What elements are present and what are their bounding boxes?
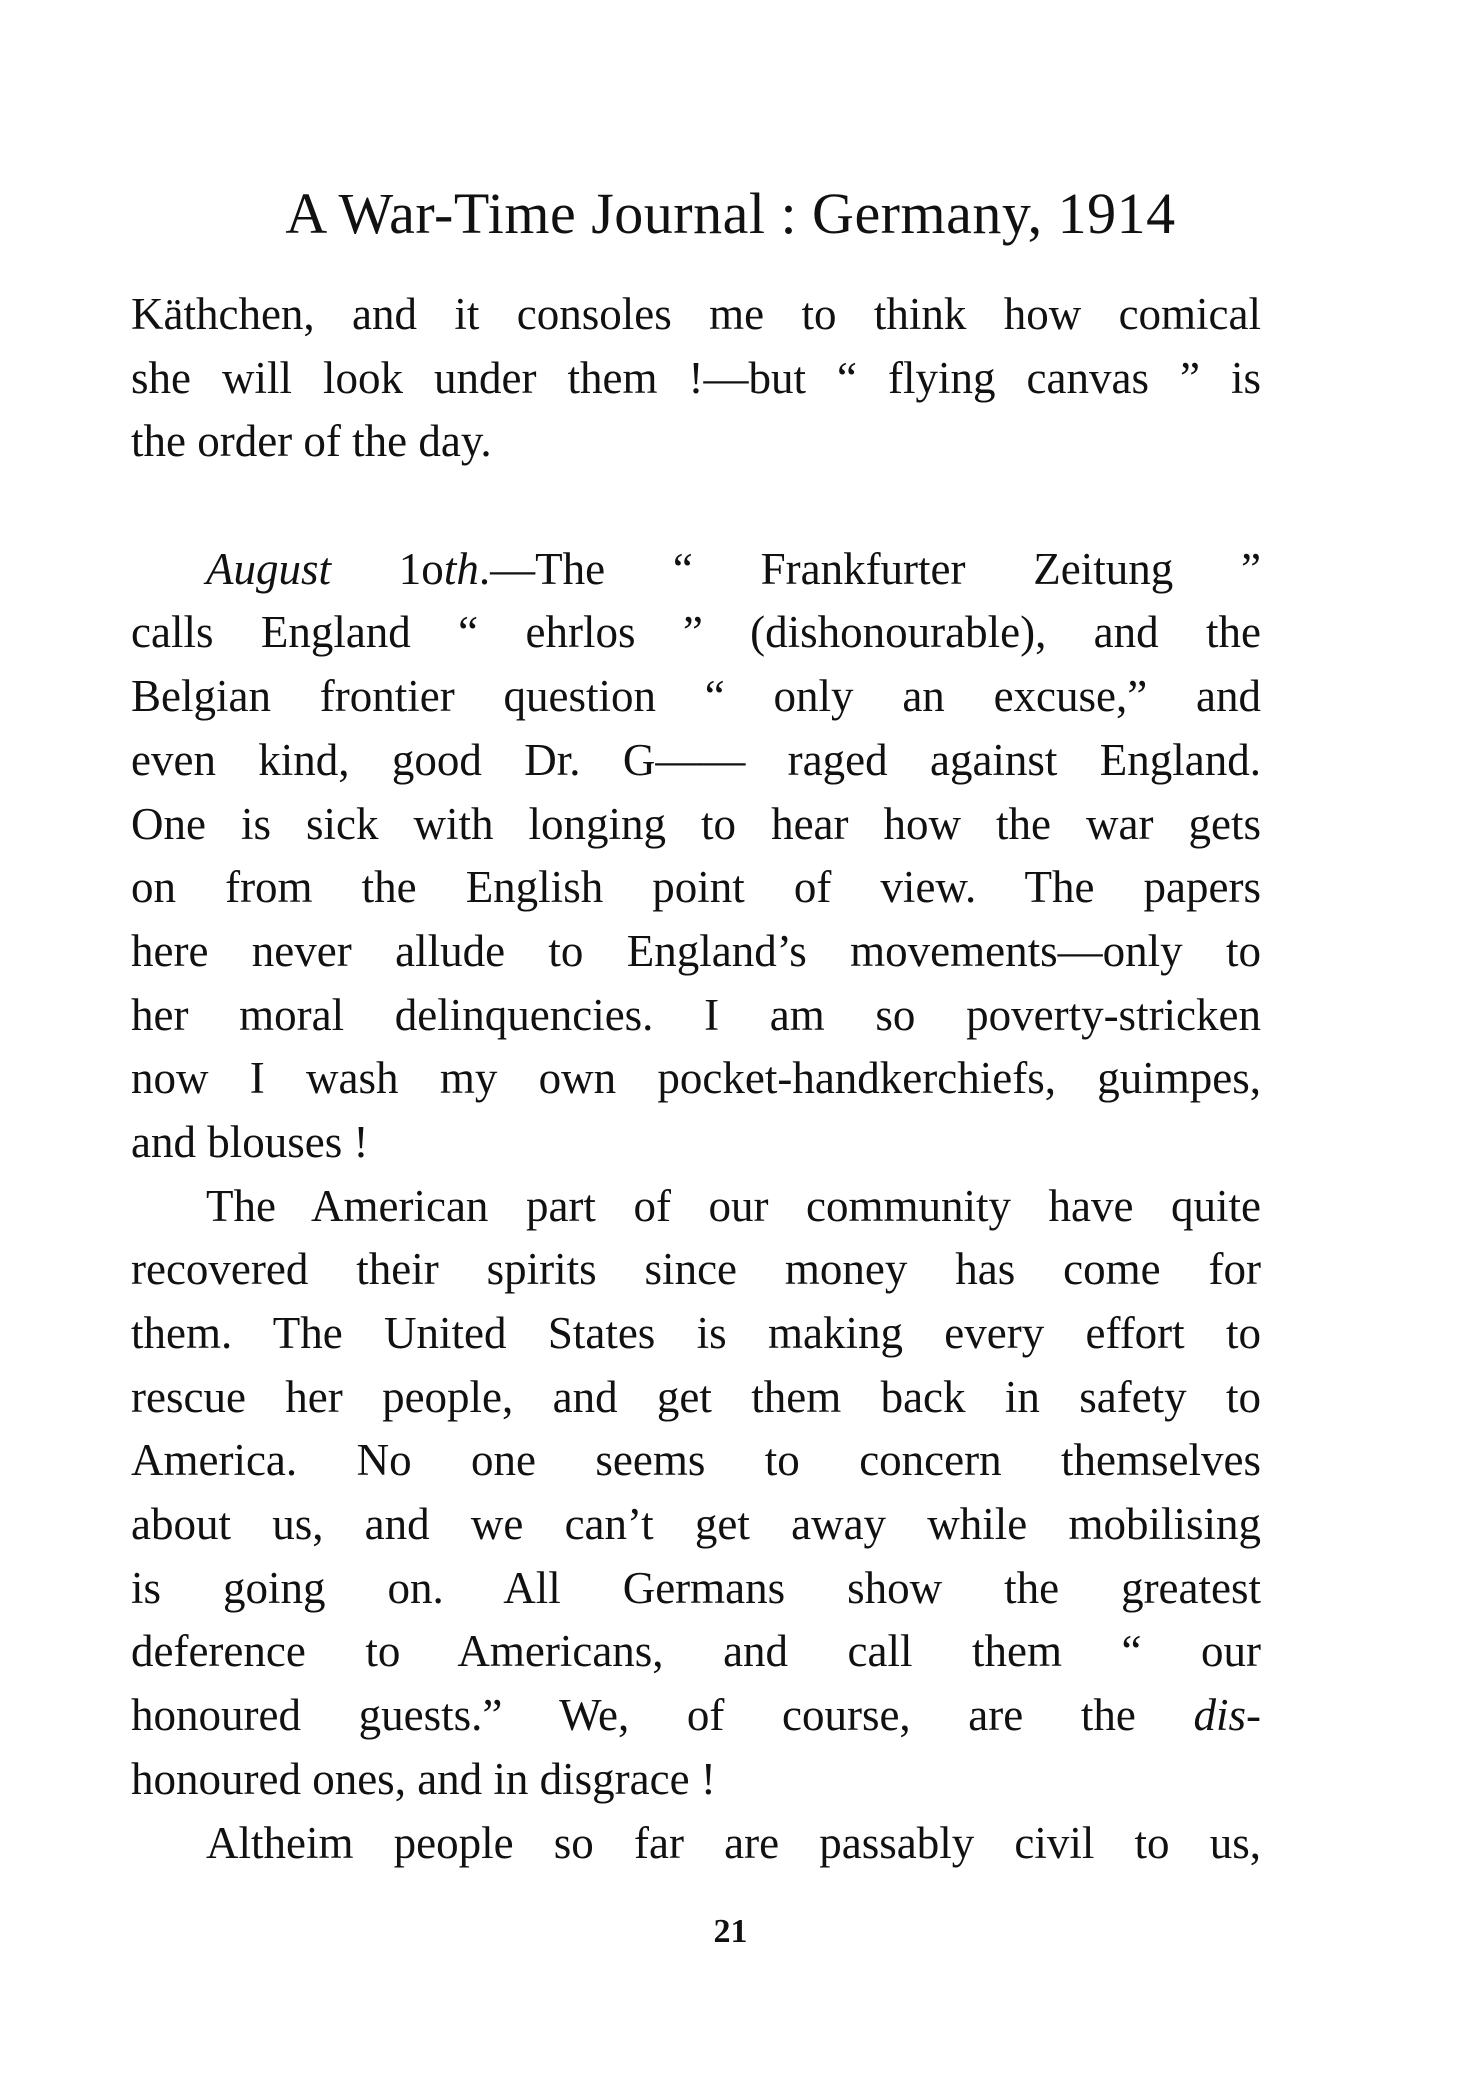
text-segment: she will look under them !—but “ flying canvas ” is (131, 352, 1261, 403)
text-line (131, 347, 1261, 411)
text-line (131, 665, 1261, 729)
text-line (131, 920, 1261, 984)
text-line (131, 283, 1261, 347)
text-line (131, 410, 1261, 474)
text-segment: Belgian frontier question “ only an excuse,” and (131, 671, 1261, 722)
text-segment: is going on. All Germans show the greatest (131, 1562, 1261, 1613)
text-line (131, 1238, 1261, 1302)
text-segment: One is sick with longing to hear how the war gets (131, 798, 1261, 849)
text-line (131, 1493, 1261, 1557)
body-text (131, 283, 1261, 1875)
text-segment: on from the English point of view. The papers (131, 862, 1261, 913)
text-segment: 1o (331, 543, 444, 594)
text-segment: .—The “ Frankfurter Zeitung ” (478, 543, 1262, 594)
text-line (131, 1429, 1261, 1493)
text-line (131, 538, 1261, 602)
text-line (131, 1620, 1261, 1684)
text-segment: about us, and we can’t get away while mobilising (131, 1499, 1261, 1550)
text-segment: Altheim people so far are passably civil to us, (206, 1817, 1261, 1868)
text-segment: recovered their spirits since money has come for (131, 1244, 1261, 1295)
text-line (131, 1175, 1261, 1239)
text-line (131, 1111, 1261, 1175)
italic-text: dis- (1193, 1690, 1261, 1741)
text-line (131, 984, 1261, 1048)
text-segment: them. The United States is making every effort to (131, 1308, 1261, 1358)
text-segment: honoured ones, and in disgrace ! (131, 1753, 716, 1804)
text-segment: even kind, good Dr. G—— raged against England. (131, 734, 1261, 785)
text-segment: Käthchen, and it consoles me to think how comical (131, 289, 1261, 339)
text-segment: here never allude to England’s movements—only to (131, 925, 1261, 976)
italic-text: th (443, 543, 479, 594)
text-segment: America. No one seems to concern themselves (131, 1435, 1261, 1486)
text-line (131, 1302, 1261, 1366)
text-line (131, 1812, 1261, 1876)
text-segment: deference to Americans, and call them “ our (131, 1626, 1261, 1677)
running-title: A War-Time Journal : Germany, 1914 (285, 181, 1176, 246)
text-line (131, 601, 1261, 665)
text-line (131, 1748, 1261, 1812)
text-segment: The American part of our community have quite (206, 1180, 1261, 1231)
italic-text: August (206, 543, 332, 594)
page-number: 21 (713, 1913, 748, 1950)
paragraph-gap (131, 474, 1261, 538)
text-segment: rescue her people, and get them back in safety to (131, 1371, 1261, 1422)
text-line (131, 793, 1261, 857)
text-line (131, 856, 1261, 920)
text-line (131, 1684, 1261, 1748)
text-line (131, 1557, 1261, 1621)
text-segment: honoured guests.” We, of course, are the (131, 1690, 1194, 1741)
text-line (131, 729, 1261, 793)
text-line (131, 1366, 1261, 1430)
text-line (131, 1047, 1261, 1111)
text-segment: the order of the day. (131, 416, 492, 467)
text-segment: and blouses ! (131, 1116, 369, 1167)
text-segment: her moral delinquencies. I am so poverty-stricken (131, 989, 1261, 1040)
text-segment: now I wash my own pocket-handkerchiefs, guimpes, (131, 1053, 1261, 1104)
text-segment: calls England “ ehrlos ” (dishonourable), and the (131, 607, 1261, 658)
